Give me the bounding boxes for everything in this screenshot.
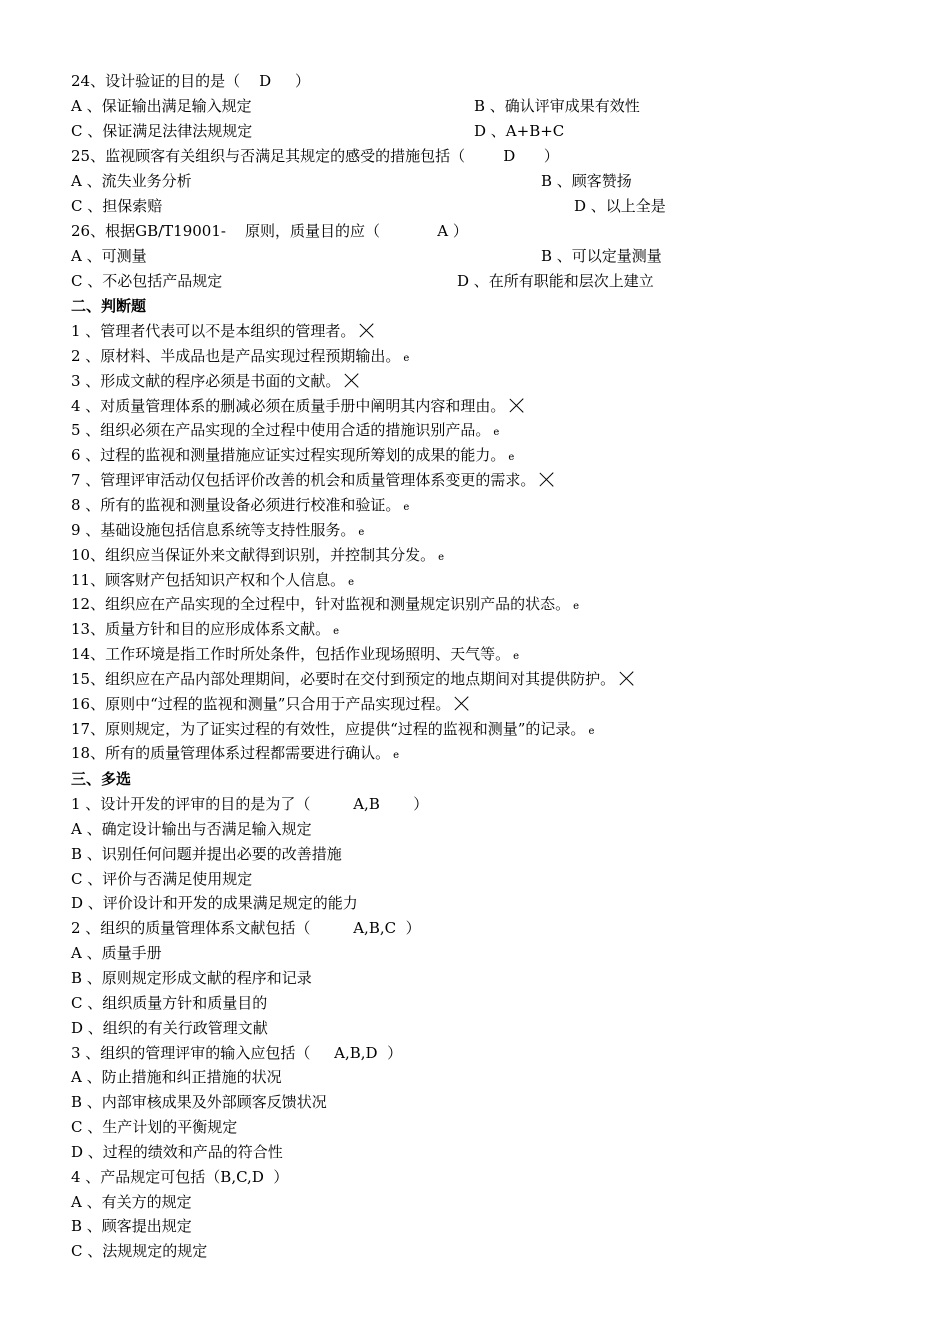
option-line: D 、评价设计和开发的成果满足规定的能力 — [71, 894, 358, 913]
judgement-item — [71, 494, 409, 516]
cross-mark-icon — [539, 471, 555, 487]
judgement-item — [71, 519, 364, 541]
question-24 — [71, 70, 310, 92]
option-line: B 、顾客提出规定 — [71, 1217, 192, 1236]
option-b: B 、顾客赞扬 — [541, 172, 632, 190]
option-a: A 、保证输出满足输入规定 — [71, 97, 252, 115]
question-26 — [71, 220, 468, 242]
option-line: C 、组织质量方针和质量目的 — [71, 993, 268, 1012]
judgement-text: 12、组织应在产品实现的全过程中，针对监视和测量规定识别产品的状态。 — [71, 595, 571, 614]
correct-mark: e — [403, 352, 410, 364]
judgement-item — [71, 693, 470, 715]
option-line: B 、原则规定形成文献的程序和记录 — [71, 968, 312, 987]
section-heading-multiple-choice: 三、多选 — [71, 770, 132, 788]
correct-mark: e — [393, 750, 400, 762]
judgement-text: 18、所有的质量管理体系过程都需要进行确认。 — [71, 744, 391, 763]
judgement-text: 17、原则规定，为了证实过程的有效性，应提供“过程的监视和测量”的记录。 — [71, 719, 586, 738]
judgement-item — [71, 419, 499, 441]
option-c: C 、担保索赔 — [71, 197, 163, 215]
cross-mark-icon — [359, 322, 375, 338]
question-25 — [71, 145, 559, 167]
judgement-text: 14、工作环境是指工作时所处条件，包括作业现场照明、天气等。 — [71, 645, 511, 664]
judgement-text: 13、质量方针和目的应形成体系文献。 — [71, 620, 331, 639]
option-line: A 、确定设计输出与否满足输入规定 — [71, 819, 312, 838]
correct-mark: e — [493, 427, 500, 439]
judgement-item — [71, 569, 354, 591]
option-row — [71, 245, 662, 267]
judgement-text: 7 、管理评审活动仅包括评价改善的机会和质量管理体系变更的需求。 — [71, 471, 536, 490]
option-a: A 、可测量 — [71, 247, 147, 265]
option-line: C 、生产计划的平衡规定 — [71, 1118, 238, 1137]
question-line: 1 、设计开发的评审的目的是为了（ A,B ） — [71, 795, 429, 813]
judgement-text: 4 、对质量管理体系的删减必须在质量手册中阐明其内容和理由。 — [71, 396, 506, 415]
correct-mark: e — [348, 576, 355, 588]
judgement-item — [71, 345, 409, 367]
option-row — [71, 270, 654, 292]
question-line: 3 、组织的管理评审的输入应包括（ A,B,D ） — [71, 1043, 403, 1062]
cross-mark-icon — [344, 372, 360, 388]
correct-mark: e — [513, 651, 520, 663]
option-row — [71, 95, 640, 117]
question-text: 25、监视顾客有关组织与否满足其规定的感受的措施包括（ D ） — [71, 147, 559, 165]
cross-mark-icon — [509, 397, 525, 413]
option-line: A 、有关方的规定 — [71, 1192, 192, 1211]
option-row — [71, 170, 632, 192]
judgement-item — [71, 444, 514, 466]
judgement-text: 8 、所有的监视和测量设备必须进行校准和验证。 — [71, 495, 401, 514]
correct-mark: e — [508, 452, 515, 464]
judgement-text: 10、组织应当保证外来文献得到识别，并控制其分发。 — [71, 545, 436, 564]
option-b: B 、可以定量测量 — [541, 247, 662, 265]
option-d: D 、在所有职能和层次上建立 — [457, 272, 654, 290]
option-line: A 、防止措施和纠正措施的状况 — [71, 1068, 282, 1087]
judgement-item — [71, 593, 579, 615]
judgement-text: 2 、原材料、半成品也是产品实现过程预期输出。 — [71, 346, 401, 365]
question-text: 24、设计验证的目的是（ D ） — [71, 72, 311, 90]
judgement-text: 3 、形成文献的程序必须是书面的文献。 — [71, 371, 341, 390]
question-line: 2 、组织的质量管理体系文献包括（ A,B,C ） — [71, 919, 421, 938]
cross-mark-icon — [619, 670, 635, 686]
option-line: C 、评价与否满足使用规定 — [71, 869, 253, 888]
judgement-item — [71, 643, 519, 665]
correct-mark: e — [403, 501, 410, 513]
option-line: C 、法规规定的规定 — [71, 1242, 208, 1261]
correct-mark: e — [573, 601, 580, 613]
option-a: A 、流失业务分析 — [71, 172, 192, 190]
option-row — [71, 195, 666, 217]
option-c: C 、不必包括产品规定 — [71, 272, 223, 290]
question-text: 26、根据GB/T19001- 原则，质量目的应（ A ） — [71, 222, 468, 240]
judgement-item — [71, 618, 339, 640]
judgement-item — [71, 544, 444, 566]
option-d: D 、以上全是 — [574, 197, 666, 215]
judgement-item — [71, 395, 525, 417]
judgement-item — [71, 718, 594, 740]
option-d: D 、A+B+C — [474, 122, 565, 140]
judgement-text: 9 、基础设施包括信息系统等支持性服务。 — [71, 520, 356, 539]
judgement-text: 1 、管理者代表可以不是本组织的管理者。 — [71, 322, 356, 340]
cross-mark-icon — [454, 695, 470, 711]
judgement-text: 6 、过程的监视和测量措施应证实过程实现所筹划的成果的能力。 — [71, 446, 506, 465]
option-line: D 、组织的有关行政管理文献 — [71, 1018, 268, 1037]
option-row — [71, 120, 565, 142]
judgement-item — [71, 668, 635, 690]
judgement-item — [71, 742, 399, 764]
judgement-text: 16、原则中“过程的监视和测量”只合用于产品实现过程。 — [71, 694, 451, 713]
question-line: 4 、产品规定可包括（B,C,D ） — [71, 1167, 289, 1186]
option-line: B 、识别任何问题并提出必要的改善措施 — [71, 844, 342, 863]
judgement-item — [71, 370, 360, 392]
correct-mark: e — [588, 725, 595, 737]
option-line: B 、内部审核成果及外部顾客反馈状况 — [71, 1093, 327, 1112]
option-b: B 、确认评审成果有效性 — [474, 97, 640, 115]
judgement-text: 11、顾客财产包括知识产权和个人信息。 — [71, 570, 346, 589]
correct-mark: e — [358, 526, 365, 538]
correct-mark: e — [333, 626, 340, 638]
option-line: D 、过程的绩效和产品的符合性 — [71, 1142, 283, 1161]
correct-mark: e — [438, 551, 445, 563]
option-c: C 、保证满足法律法规规定 — [71, 122, 253, 140]
judgement-item — [71, 469, 555, 491]
judgement-text: 15、组织应在产品内部处理期间，必要时在交付到预定的地点期间对其提供防护。 — [71, 669, 616, 688]
judgement-text: 5 、组织必须在产品实现的全过程中使用合适的措施识别产品。 — [71, 421, 491, 440]
section-heading-judgement: 二、判断题 — [71, 297, 147, 315]
option-line: A 、质量手册 — [71, 944, 162, 963]
judgement-item — [71, 320, 375, 342]
